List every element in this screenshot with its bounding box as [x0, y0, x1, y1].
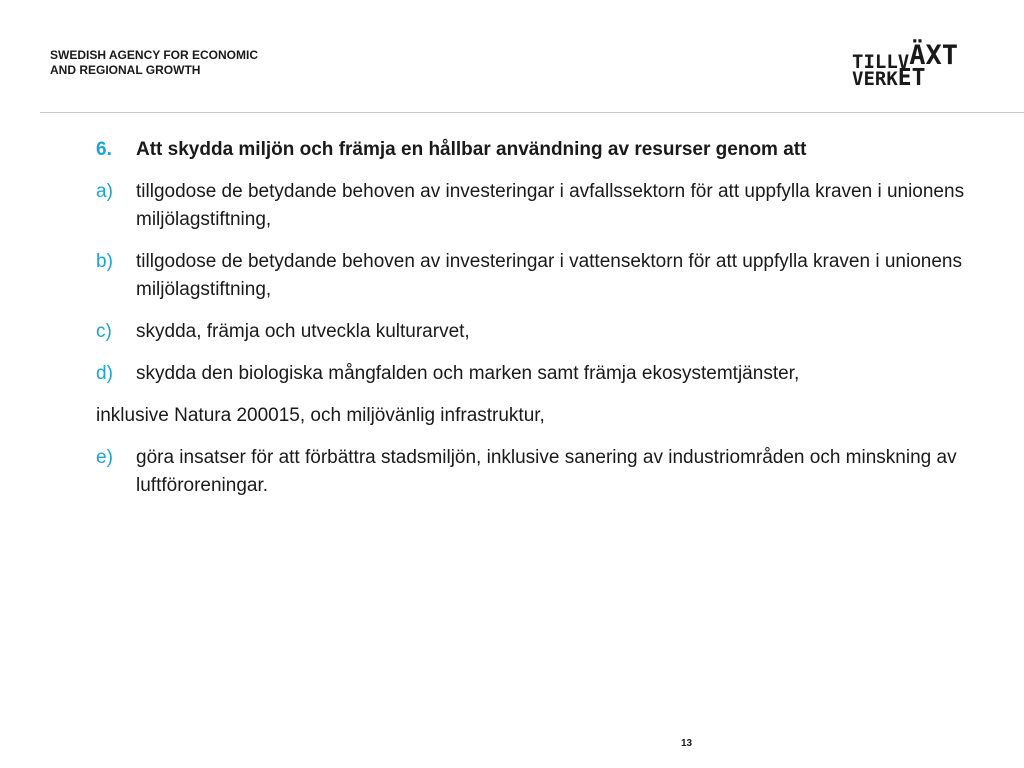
tillvaxtverket-logo	[852, 40, 982, 90]
list-item-b	[96, 248, 976, 304]
list-item-text: skydda, främja och utveckla kulturarvet,	[136, 321, 470, 342]
slide-body	[96, 136, 976, 514]
agency-name-line2: AND REGIONAL GROWTH	[50, 63, 201, 77]
page-number: 13	[681, 738, 693, 749]
list-item-c	[96, 318, 976, 346]
list-marker: a)	[96, 181, 113, 202]
list-item-text: skydda den biologiska mångfalden och marken samt främja ekosystemtjänster,	[136, 363, 800, 384]
agency-name	[50, 48, 258, 78]
list-item-e	[96, 444, 976, 500]
list-item-a	[96, 178, 976, 234]
agency-name-line1: SWEDISH AGENCY FOR ECONOMIC	[50, 48, 259, 62]
logo-row1: TILLVÄXT	[852, 40, 958, 73]
list-marker: e)	[96, 447, 113, 468]
list-item-text: göra insatser för att förbättra stadsmiljön, inklusive sanering av industriområden och minskning av luftföroreningar.	[136, 447, 957, 496]
heading-marker: 6.	[96, 139, 112, 160]
heading-item	[96, 136, 976, 164]
list-marker: b)	[96, 251, 113, 272]
list-marker: d)	[96, 363, 113, 384]
heading-text: Att skydda miljön och främja en hållbar användning av resurser genom att	[136, 139, 807, 160]
list-item-text: tillgodose de betydande behoven av investeringar i avfallssektorn för att uppfylla kraven i unionens miljölagstiftning,	[136, 181, 965, 230]
list-item-text: tillgodose de betydande behoven av investeringar i vattensektorn för att uppfylla kraven i unionens miljölagstiftning,	[136, 251, 962, 300]
list-marker: c)	[96, 321, 112, 342]
continuation-line: inklusive Natura 200015, och miljövänlig infrastruktur,	[96, 405, 545, 426]
logo-row2: VERKET	[852, 65, 926, 91]
header-divider	[40, 112, 1024, 113]
list-item-d	[96, 360, 976, 388]
